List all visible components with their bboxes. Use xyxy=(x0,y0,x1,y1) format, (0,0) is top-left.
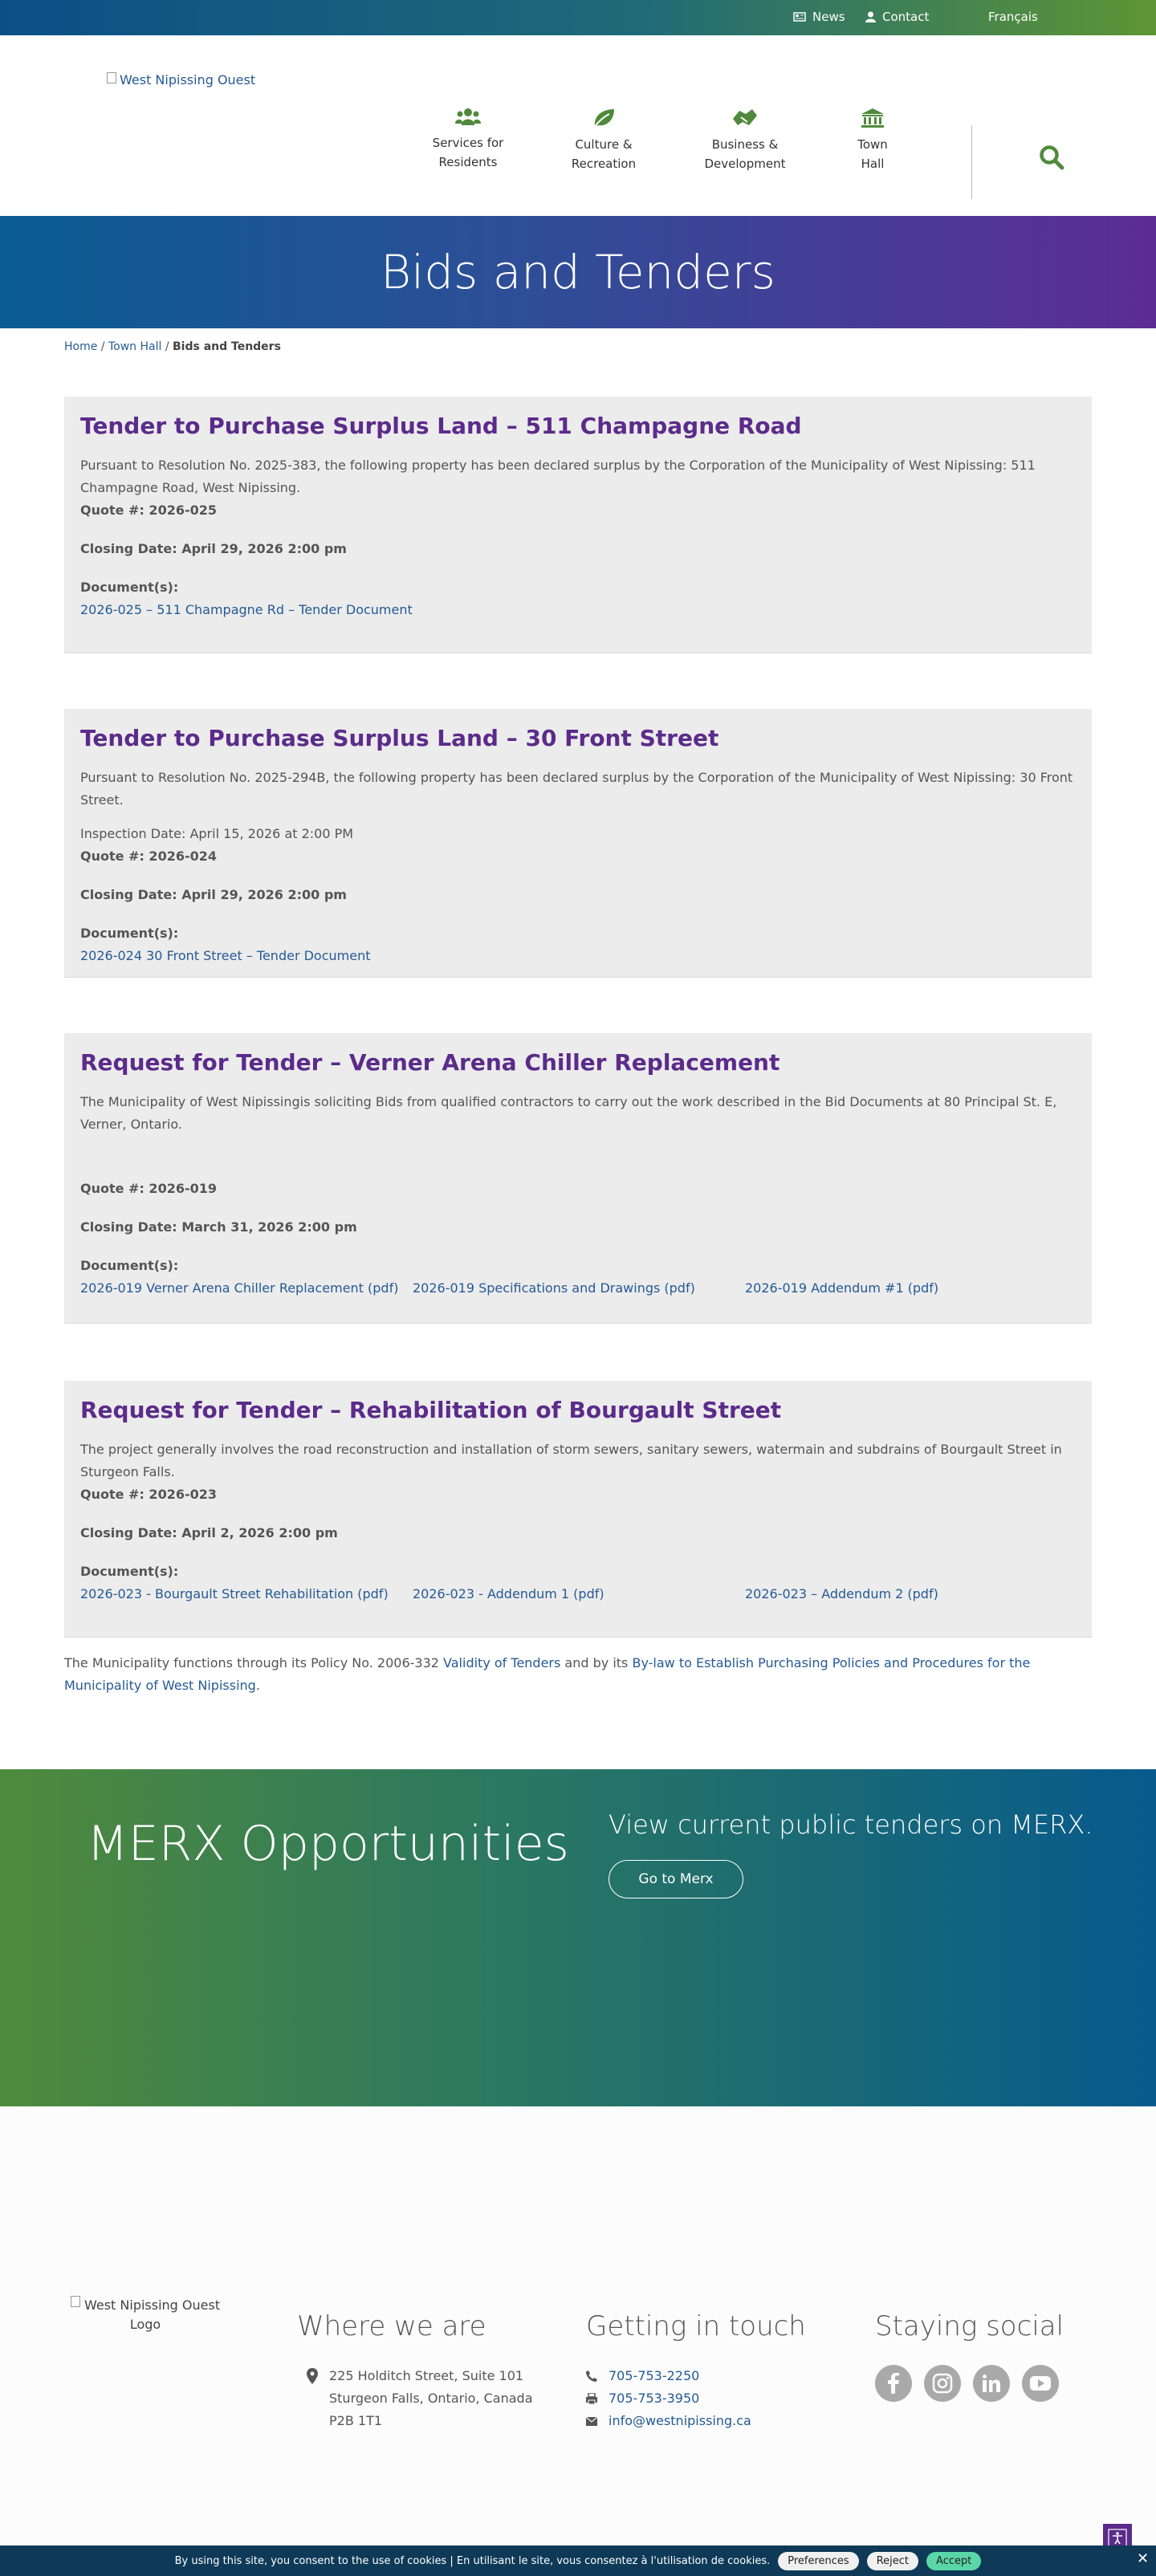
site-logo[interactable] xyxy=(107,72,255,87)
nav-culture-recreation[interactable] xyxy=(552,108,656,173)
tender-document-link[interactable]: 2026-019 Addendum #1 (pdf) xyxy=(745,1280,939,1296)
news-link[interactable] xyxy=(793,10,845,24)
nav-town-hall[interactable] xyxy=(820,108,925,173)
handshake-icon xyxy=(731,108,759,128)
nav-services-for-residents[interactable] xyxy=(416,108,520,172)
tender-closing-date: Closing Date: April 2, 2026 2:00 pm xyxy=(80,1525,338,1540)
building-icon xyxy=(861,108,885,128)
phone-link[interactable]: 705-753-2250 xyxy=(609,2368,700,2383)
tender-title: Tender to Purchase Surplus Land – 30 Front Street xyxy=(80,725,719,751)
news-label: News xyxy=(812,10,845,24)
breadcrumb xyxy=(64,340,281,353)
broken-image-icon xyxy=(71,2296,80,2307)
breadcrumb-town-hall[interactable]: Town Hall xyxy=(108,340,162,353)
facebook-icon[interactable] xyxy=(875,2365,912,2402)
phone-row xyxy=(586,2365,843,2387)
close-icon[interactable]: ✕ xyxy=(1137,2550,1150,2567)
fax-icon xyxy=(586,2393,597,2404)
cookie-preferences-button[interactable]: Preferences xyxy=(778,2552,858,2570)
tender-documents-label: Document(s): xyxy=(80,1564,179,1579)
tender-document-link[interactable]: 2026-019 Specifications and Drawings (pdf) xyxy=(413,1280,695,1296)
tender-quote: Quote #: 2026-019 xyxy=(80,1181,217,1196)
broken-image-icon xyxy=(107,72,116,83)
policy-note xyxy=(64,1652,1092,1697)
tender-card xyxy=(64,397,1092,653)
fax-link[interactable]: 705-753-3950 xyxy=(609,2391,700,2406)
page-title: Bids and Tenders xyxy=(381,245,775,299)
email-row xyxy=(586,2410,843,2432)
tender-document-link[interactable]: 2026-023 - Addendum 1 (pdf) xyxy=(413,1586,604,1601)
top-bar xyxy=(0,0,1156,35)
policy-middle: and by its xyxy=(560,1655,633,1671)
tender-closing-date: Closing Date: April 29, 2026 2:00 pm xyxy=(80,887,347,902)
merx-banner xyxy=(0,1769,1156,2106)
tender-title: Request for Tender – Verner Arena Chiller Replacement xyxy=(80,1049,780,1076)
address-line1: 225 Holditch Street, Suite 101 xyxy=(329,2368,524,2383)
tender-document-link[interactable]: 2026-019 Verner Arena Chiller Replacement (pdf) xyxy=(80,1280,399,1296)
tender-document-list xyxy=(80,1583,1076,1605)
tender-documents-label: Document(s): xyxy=(80,926,179,941)
tender-description: Pursuant to Resolution No. 2025-383, the following property has been declared surplus by the Corporation of the Municipality of West Nipissing: 511 Champagne Road, West Nipissing. xyxy=(80,458,1036,495)
tender-title: Tender to Purchase Surplus Land – 511 Champagne Road xyxy=(80,413,802,439)
address-line3: P2B 1T1 xyxy=(329,2413,383,2428)
tender-description: The Municipality of West Nipissingis soliciting Bids from qualified contractors to carry out the work described in the Bid Documents at 80 Principal St. E, Verner, Ontario. xyxy=(80,1094,1057,1132)
site-footer xyxy=(0,2106,1156,2545)
tender-document-list xyxy=(80,599,1076,621)
footer-staying-social xyxy=(875,2310,1116,2402)
user-icon xyxy=(865,11,876,22)
merx-subtitle: View current public tenders on MERX. xyxy=(609,1809,1093,1840)
tender-description: The project generally involves the road reconstruction and installation of storm sewers, sanitary sewers, watermain and subdrains of Bourgault Street in Sturgeon Falls. xyxy=(80,1442,1062,1479)
cookie-text: By using this site, you consent to the use of cookies | En utilisant le site, vous consentez à l'utilisation de cookies. xyxy=(174,2554,771,2567)
tender-title: Request for Tender – Rehabilitation of Bourgault Street xyxy=(80,1397,782,1423)
instagram-icon[interactable] xyxy=(924,2365,961,2402)
policy-prefix: The Municipality functions through its Policy No. 2006-332 xyxy=(64,1655,444,1671)
nav-business-development[interactable] xyxy=(693,108,797,173)
address-line2: Sturgeon Falls, Ontario, Canada xyxy=(329,2391,533,2406)
tender-document-link[interactable]: 2026-023 – Addendum 2 (pdf) xyxy=(745,1586,938,1601)
page-hero xyxy=(0,216,1156,328)
nav-label-line2: Recreation xyxy=(571,157,637,171)
fax-row xyxy=(586,2387,843,2410)
tender-document-link[interactable]: 2026-023 - Bourgault Street Rehabilitation (pdf) xyxy=(80,1586,389,1601)
nav-label-line2: Residents xyxy=(438,155,498,169)
tender-document-list xyxy=(80,1277,1076,1300)
youtube-icon[interactable] xyxy=(1022,2365,1059,2402)
footer-address xyxy=(297,2365,538,2432)
tender-closing-date: Closing Date: March 31, 2026 2:00 pm xyxy=(80,1219,357,1235)
tender-description: Pursuant to Resolution No. 2025-294B, the following property has been declared surplus by the Corporation of the Municipality of West Nipissing: 30 Front Street. xyxy=(80,770,1073,808)
breadcrumb-separator: / xyxy=(97,340,108,353)
nav-label-line2: Development xyxy=(704,157,786,171)
tender-inspection-date: Inspection Date: April 15, 2026 at 2:00 PM xyxy=(80,826,354,841)
footer-where-we-are xyxy=(297,2310,538,2432)
map-pin-icon xyxy=(307,2368,318,2384)
nav-label-line1: Culture & xyxy=(575,137,633,152)
tender-quote: Quote #: 2026-024 xyxy=(80,848,217,864)
nav-label-line2: Hall xyxy=(861,157,885,171)
leaf-icon xyxy=(592,108,616,128)
tender-document-list xyxy=(80,945,1076,967)
breadcrumb-separator: / xyxy=(161,340,173,353)
go-to-merx-button[interactable]: Go to Merx xyxy=(609,1860,743,1898)
site-header xyxy=(0,35,1156,216)
language-label: Français xyxy=(988,10,1038,24)
nav-label-line1: Town xyxy=(857,137,888,152)
footer-logo[interactable] xyxy=(59,2296,231,2334)
footer-social-title: Staying social xyxy=(875,2310,1064,2342)
tender-document-link[interactable]: 2026-024 30 Front Street – Tender Document xyxy=(80,948,371,963)
people-icon xyxy=(455,108,481,127)
language-link[interactable] xyxy=(988,10,1038,24)
footer-logo-alt: West Nipissing Ouest Logo xyxy=(83,2297,221,2332)
tender-quote: Quote #: 2026-023 xyxy=(80,1487,217,1502)
tender-closing-date: Closing Date: April 29, 2026 2:00 pm xyxy=(80,541,347,556)
breadcrumb-home[interactable]: Home xyxy=(64,340,98,353)
cookie-reject-button[interactable]: Reject xyxy=(867,2552,918,2570)
footer-where-title: Where we are xyxy=(297,2310,486,2342)
email-link[interactable]: info@westnipissing.ca xyxy=(609,2413,751,2428)
tender-card xyxy=(64,709,1092,978)
tender-documents-label: Document(s): xyxy=(80,1258,179,1273)
logo-alt-text: West Nipissing Ouest xyxy=(120,72,256,87)
tender-card xyxy=(64,1033,1092,1324)
merx-title: MERX Opportunities xyxy=(87,1816,569,1872)
footer-getting-in-touch xyxy=(586,2310,843,2432)
tender-documents-label: Document(s): xyxy=(80,580,179,595)
search-button[interactable] xyxy=(1039,144,1064,173)
search-icon xyxy=(1039,144,1064,170)
contact-label: Contact xyxy=(882,10,930,24)
header-divider xyxy=(971,125,972,199)
cookie-accept-button[interactable]: Accept xyxy=(926,2552,981,2570)
envelope-icon xyxy=(586,2417,597,2426)
phone-icon xyxy=(586,2370,597,2382)
tender-quote: Quote #: 2026-025 xyxy=(80,503,217,518)
validity-of-tenders-link[interactable]: Validity of Tenders xyxy=(443,1655,561,1671)
nav-label-line1: Services for xyxy=(432,136,504,150)
tender-document-link[interactable]: 2026-025 – 511 Champagne Rd – Tender Document xyxy=(80,602,413,617)
contact-link[interactable] xyxy=(865,10,929,24)
newspaper-icon xyxy=(793,12,806,22)
tender-card xyxy=(64,1381,1092,1638)
cookie-consent-bar xyxy=(0,2545,1156,2576)
social-links xyxy=(875,2365,1116,2402)
policy-suffix: . xyxy=(255,1678,260,1693)
breadcrumb-current: Bids and Tenders xyxy=(173,340,281,353)
nav-label-line1: Business & xyxy=(711,137,779,152)
purchasing-bylaw-link[interactable]: By-law to Establish Purchasing Policies and Procedures for the Municipality of West Nipissing xyxy=(64,1655,1031,1693)
linkedin-icon[interactable] xyxy=(973,2365,1010,2402)
footer-touch-title: Getting in touch xyxy=(586,2310,806,2342)
